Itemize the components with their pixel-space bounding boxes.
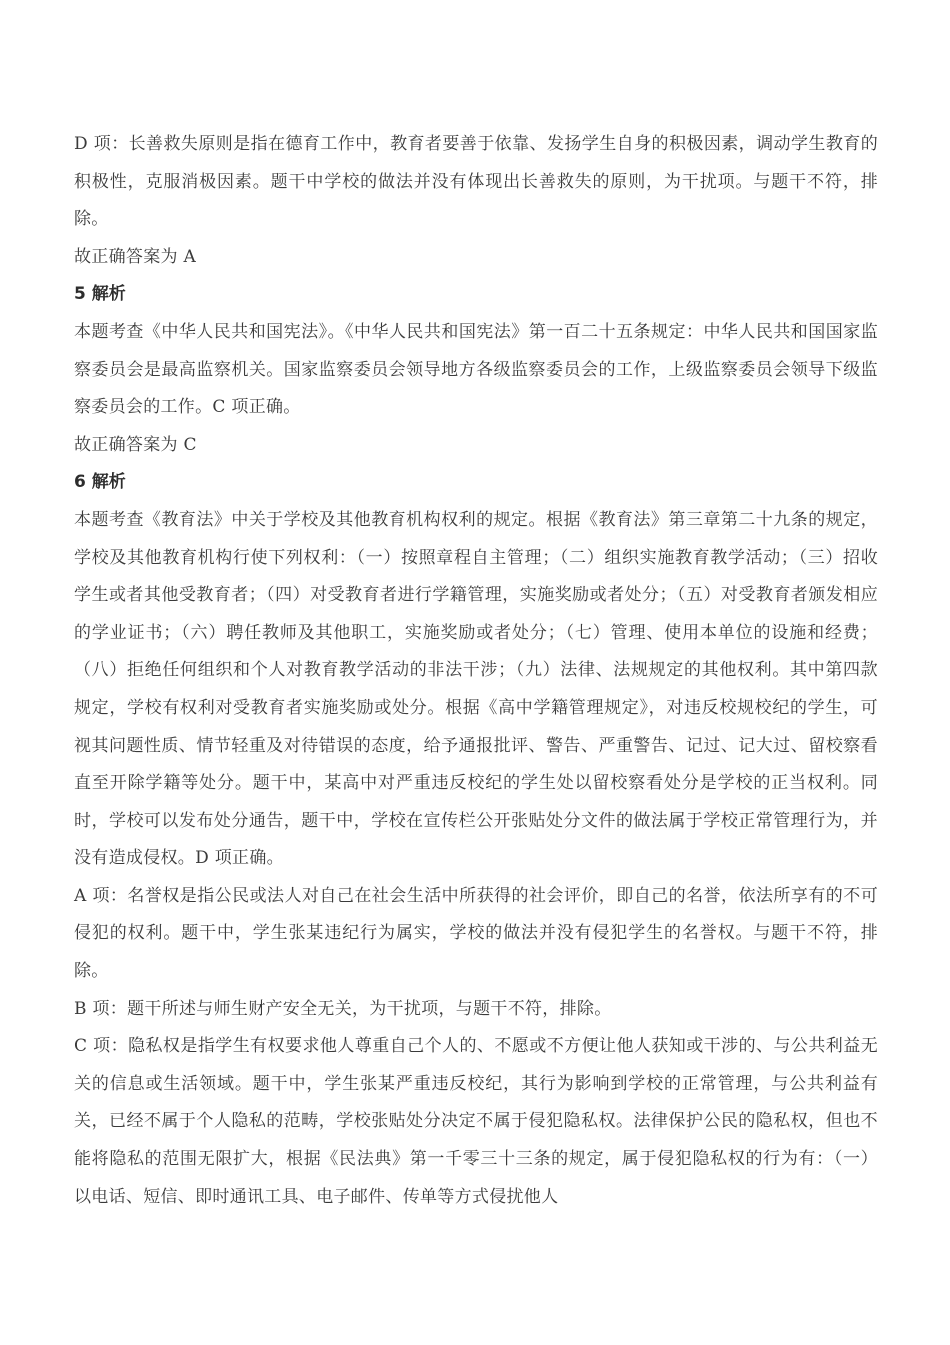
paragraph-q5-analysis: 本题考查《中华人民共和国宪法》。《中华人民共和国宪法》第一百二十五条规定：中华人民共和国国家监察委员会是最高监察机关。国家监察委员会领导地方各级监察委员会的工作，上级监察委员会领导下级监察委员会的工作。C 项正确。 xyxy=(74,321,878,418)
paragraph-option-d-explanation: D 项：长善救失原则是指在德育工作中，教育者要善于依靠、发扬学生自身的积极因素，调动学生教育的积极性，克服消极因素。题干中学校的做法并没有体现出长善救失的原则，为干扰项。与题干不符，排除。 xyxy=(74,134,878,230)
answer-line-q5: 故正确答案为 C xyxy=(74,434,197,455)
heading-q6-analysis: 6 解析 xyxy=(74,472,126,493)
paragraph-option-b: B 项：题干所述与师生财产安全无关，为干扰项，与题干不符，排除。 xyxy=(74,998,612,1019)
heading-q5-analysis: 5 解析 xyxy=(74,284,126,305)
paragraph-option-a: A 项：名誉权是指公民或法人对自己在社会生活中所获得的社会评价，即自己的名誉，依法所享有的不可侵犯的权利。题干中，学生张某违纪行为属实，学校的做法并没有侵犯学生的名誉权。与题干不符，排除。 xyxy=(74,885,878,982)
paragraph-q6-analysis: 本题考查《教育法》中关于学校及其他教育机构权利的规定。根据《教育法》第三章第二十九条的规定，学校及其他教育机构行使下列权利：（一）按照章程自主管理；（二）组织实施教育教学活动；（三）招收学生或者其他受教育者；（四）对受教育者进行学籍管理，实施奖励或者处分；（五）对受教育者颁发相应的学业证书；（六）聘任教师及其他职工，实施奖励或者处分；（七）管理、使用本单位的设施和经费；（八）拒绝任何组织和个人对教育教学活动的非法干涉；（九）法律、法规规定的其他权利。其中第四款规定，学校有权利对受教育者实施奖励或处分。根据《高中学籍管理规定》，对违反校规校纪的学生，可视其问题性质、情节轻重及对待错误的态度，给予通报批评、警告、严重警告、记过、记大过、留校察看直至开除学籍等处分。题干中，某高中对严重违反校纪的学生处以留校察看处分是学校的正当权利。同时，学校可以发布处分通告，题干中，学校在宣传栏公开张贴处分文件的做法属于学校正常管理行为，并没有造成侵权。D 项正确。 xyxy=(74,509,878,869)
document-body xyxy=(74,126,878,1216)
answer-line-q4: 故正确答案为 A xyxy=(74,246,197,267)
paragraph-option-c: C 项：隐私权是指学生有权要求他人尊重自己个人的、不愿或不方便让他人获知或干涉的、与公共利益无关的信息或生活领域。题干中，学生张某严重违反校纪，其行为影响到学校的正常管理，与公共利益有关，已经不属于个人隐私的范畴，学校张贴处分决定不属于侵犯隐私权。法律保护公民的隐私权，但也不能将隐私的范围无限扩大，根据《民法典》第一千零三十三条的规定，属于侵犯隐私权的行为有：（一）以电话、短信、即时通讯工具、电子邮件、传单等方式侵扰他人 xyxy=(74,1036,878,1207)
